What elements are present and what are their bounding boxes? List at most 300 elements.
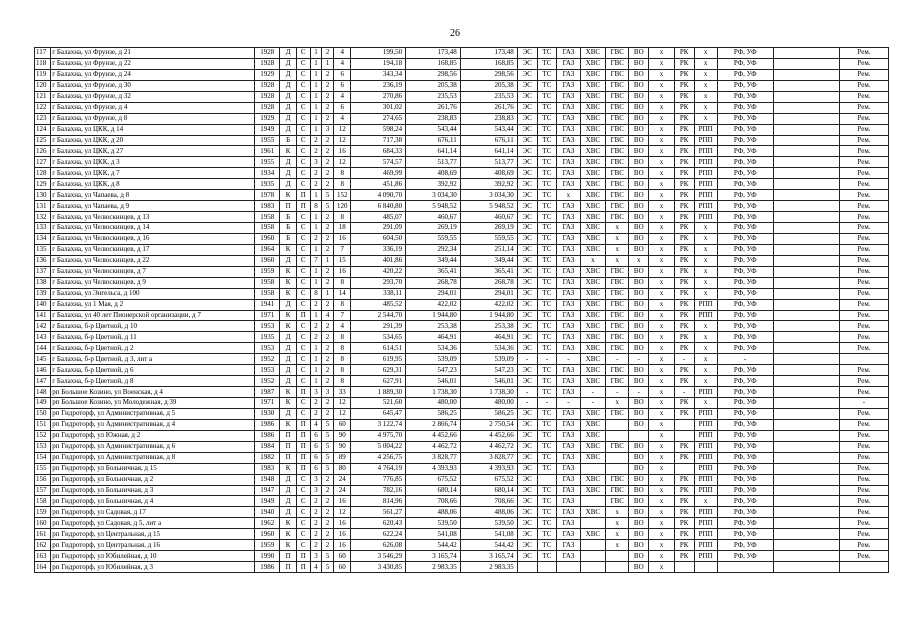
material-cell: Д	[280, 80, 296, 91]
total-area-cell: 274,65	[351, 113, 406, 124]
sewage-cell: ВО	[629, 157, 649, 168]
apartments-cell: 4	[333, 113, 350, 124]
residential-area-cell: 3 828,77	[460, 452, 517, 463]
apartments-cell: 8	[333, 179, 350, 190]
electricity-cell: ЭС	[517, 223, 537, 234]
electricity-cell: ЭС	[517, 452, 537, 463]
electricity-cell: ЭС	[517, 507, 537, 518]
hot-water-cell: ГВС	[606, 485, 629, 496]
residential-area-cell: 294,01	[460, 288, 517, 299]
hot-water-cell: ГВС	[606, 376, 629, 387]
sewage-cell: ВО	[629, 343, 649, 354]
electricity-cell: -	[517, 398, 537, 409]
hot-water-cell	[606, 562, 629, 573]
apartments-cell: 4	[333, 321, 350, 332]
roof-cell: РК	[674, 113, 694, 124]
sections-cell: 1	[310, 354, 322, 365]
repair-cell: Рем.	[839, 146, 888, 157]
blank-cell	[773, 507, 839, 518]
floors-cell: 2	[322, 244, 334, 255]
hot-water-cell: ГВС	[606, 474, 629, 485]
material-cell: Д	[280, 124, 296, 135]
material-cell: П	[280, 562, 296, 573]
living-area-cell: 675,52	[406, 474, 461, 485]
floors-cell: 2	[322, 168, 334, 179]
apartments-cell: 16	[333, 233, 350, 244]
sewage-cell: ВО	[629, 485, 649, 496]
apartments-cell: 16	[333, 266, 350, 277]
type-cell: С	[296, 496, 310, 507]
gas-cell: ГАЗ	[557, 332, 580, 343]
apartments-cell: 7	[333, 310, 350, 321]
electricity-cell: ЭС	[517, 332, 537, 343]
cold-water-cell: ХВС	[580, 332, 606, 343]
facade-cell: РФ, УФ	[717, 463, 773, 474]
heating-cell: ТС	[537, 463, 557, 474]
heating-cell: ТС	[537, 113, 557, 124]
blank-cell	[773, 255, 839, 266]
hot-water-cell: ГВС	[606, 135, 629, 146]
heating-cell	[537, 562, 557, 573]
repair-cell: Рем.	[839, 485, 888, 496]
stove-cell: х	[649, 343, 675, 354]
residential-area-cell: 269,19	[460, 223, 517, 234]
facade-cell: РФ, УФ	[717, 146, 773, 157]
gas-cell: ГАЗ	[557, 310, 580, 321]
residential-area-cell: 1 738,30	[460, 387, 517, 398]
panel-cell: РПП	[694, 299, 717, 310]
residential-area-cell: 1 944,80	[460, 310, 517, 321]
stove-cell: х	[649, 507, 675, 518]
sewage-cell: ВО	[629, 244, 649, 255]
total-area-cell: 291,39	[351, 321, 406, 332]
stove-cell: х	[649, 146, 675, 157]
table-row	[35, 135, 889, 146]
material-cell: Б	[280, 223, 296, 234]
cold-water-cell: ХВС	[580, 91, 606, 102]
electricity-cell: ЭС	[517, 529, 537, 540]
panel-cell: РПП	[694, 179, 717, 190]
living-area-cell: 544,42	[406, 540, 461, 551]
sewage-cell: ВО	[629, 376, 649, 387]
total-area-cell: 469,99	[351, 168, 406, 179]
facade-cell: РФ, УФ	[717, 288, 773, 299]
stove-cell: х	[649, 354, 675, 365]
total-area-cell: 485,52	[351, 299, 406, 310]
apartments-cell: 12	[333, 124, 350, 135]
gas-cell: ГАЗ	[557, 540, 580, 551]
stove-cell: х	[649, 474, 675, 485]
table-row	[35, 343, 889, 354]
cold-water-cell: ХВС	[580, 223, 606, 234]
electricity-cell: ЭС	[517, 157, 537, 168]
type-cell: С	[296, 398, 310, 409]
table-row	[35, 518, 889, 529]
floors-cell: 2	[322, 102, 334, 113]
residential-area-cell: 365,41	[460, 266, 517, 277]
cold-water-cell: ХВС	[580, 168, 606, 179]
living-area-cell: 5 948,52	[406, 201, 461, 212]
facade-cell: РФ, УФ	[717, 343, 773, 354]
row-number-cell: 125	[35, 135, 51, 146]
address-cell: г Балахна, б-р Цветной, д 3, лит а	[51, 354, 255, 365]
row-number-cell: 155	[35, 463, 51, 474]
material-cell: К	[280, 244, 296, 255]
row-number-cell: 159	[35, 507, 51, 518]
floors-cell: 2	[322, 529, 334, 540]
living-area-cell: 294,01	[406, 288, 461, 299]
year-cell: 1958	[254, 277, 280, 288]
floors-cell: 2	[322, 233, 334, 244]
cold-water-cell: ХВС	[580, 135, 606, 146]
sewage-cell: ВО	[629, 190, 649, 201]
table-row	[35, 233, 889, 244]
apartments-cell: 14	[333, 288, 350, 299]
total-area-cell: 619,95	[351, 354, 406, 365]
table-row	[35, 562, 889, 573]
living-area-cell: 708,66	[406, 496, 461, 507]
type-cell: С	[296, 244, 310, 255]
residential-area-cell: 559,55	[460, 233, 517, 244]
panel-cell: х	[694, 277, 717, 288]
address-cell: рп Гидроторф, ул Больничная, д 15	[51, 463, 255, 474]
gas-cell: ГАЗ	[557, 419, 580, 430]
type-cell: С	[296, 157, 310, 168]
floors-cell: 5	[322, 452, 334, 463]
heating-cell: ТС	[537, 441, 557, 452]
hot-water-cell: ГВС	[606, 343, 629, 354]
type-cell: П	[296, 201, 310, 212]
material-cell: К	[280, 321, 296, 332]
facade-cell: РФ, УФ	[717, 91, 773, 102]
roof-cell: РК	[674, 168, 694, 179]
residential-area-cell: 460,67	[460, 212, 517, 223]
hot-water-cell: х	[606, 507, 629, 518]
panel-cell: х	[694, 48, 717, 59]
material-cell: К	[280, 266, 296, 277]
electricity-cell: ЭС	[517, 343, 537, 354]
year-cell: 1960	[254, 255, 280, 266]
address-cell: г Балахна, ул Энгельса, д 100	[51, 288, 255, 299]
facade-cell: РФ, УФ	[717, 80, 773, 91]
material-cell: Д	[280, 507, 296, 518]
electricity-cell: ЭС	[517, 80, 537, 91]
sections-cell: 3	[310, 485, 322, 496]
sections-cell: 4	[310, 562, 322, 573]
total-area-cell: 3 430,85	[351, 562, 406, 573]
material-cell: К	[280, 146, 296, 157]
stove-cell: х	[649, 69, 675, 80]
row-number-cell: 117	[35, 48, 51, 59]
hot-water-cell	[606, 463, 629, 474]
address-cell: г Балахна, ул ЦКК, д 3	[51, 157, 255, 168]
apartments-cell: 120	[333, 201, 350, 212]
material-cell: К	[280, 277, 296, 288]
repair-cell: -	[839, 398, 888, 409]
row-number-cell: 147	[35, 376, 51, 387]
sewage-cell: -	[629, 387, 649, 398]
sewage-cell: ВО	[629, 277, 649, 288]
material-cell: П	[280, 441, 296, 452]
stove-cell: х	[649, 365, 675, 376]
material-cell: Д	[280, 91, 296, 102]
living-area-cell: 4 452,66	[406, 430, 461, 441]
row-number-cell: 142	[35, 321, 51, 332]
floors-cell: 4	[322, 310, 334, 321]
apartments-cell: 33	[333, 387, 350, 398]
stove-cell: х	[649, 540, 675, 551]
facade-cell: РФ, УФ	[717, 255, 773, 266]
total-area-cell: 338,11	[351, 288, 406, 299]
residential-area-cell: 480,00	[460, 398, 517, 409]
heating-cell: ТС	[537, 277, 557, 288]
address-cell: г Балахна, ул Челюскинцев, д 22	[51, 255, 255, 266]
blank-cell	[773, 244, 839, 255]
roof-cell: РК	[674, 223, 694, 234]
sections-cell: 1	[310, 113, 322, 124]
row-number-cell: 154	[35, 452, 51, 463]
address-cell: рп Гидроторф, ул Юбилейная, д 10	[51, 551, 255, 562]
sections-cell: 6	[310, 452, 322, 463]
year-cell: 1959	[254, 266, 280, 277]
sewage-cell	[629, 430, 649, 441]
repair-cell: Рем.	[839, 233, 888, 244]
apartments-cell: 4	[333, 48, 350, 59]
panel-cell: х	[694, 244, 717, 255]
hot-water-cell: ГВС	[606, 496, 629, 507]
total-area-cell: 717,38	[351, 135, 406, 146]
panel-cell: х	[694, 266, 717, 277]
address-cell: г Балахна, ул Фрунзе, д 4	[51, 102, 255, 113]
panel-cell: РПП	[694, 387, 717, 398]
type-cell: С	[296, 332, 310, 343]
stove-cell: х	[649, 496, 675, 507]
address-cell: рп Гидроторф, ул Административная, д 6	[51, 441, 255, 452]
table-row	[35, 332, 889, 343]
blank-cell	[773, 201, 839, 212]
total-area-cell: 236,19	[351, 80, 406, 91]
residential-area-cell: 464,91	[460, 332, 517, 343]
cold-water-cell: ХВС	[580, 529, 606, 540]
gas-cell: ГАЗ	[557, 277, 580, 288]
total-area-cell: 4 256,75	[351, 452, 406, 463]
heating-cell: ТС	[537, 485, 557, 496]
panel-cell: РПП	[694, 157, 717, 168]
total-area-cell: 6 840,80	[351, 201, 406, 212]
roof-cell: РК	[674, 255, 694, 266]
floors-cell: 2	[322, 80, 334, 91]
material-cell: П	[280, 551, 296, 562]
type-cell: С	[296, 288, 310, 299]
type-cell: С	[296, 299, 310, 310]
total-area-cell: 485,07	[351, 212, 406, 223]
year-cell: 1955	[254, 135, 280, 146]
total-area-cell: 420,22	[351, 266, 406, 277]
table-row	[35, 69, 889, 80]
electricity-cell: ЭС	[517, 201, 537, 212]
blank-cell	[773, 223, 839, 234]
sewage-cell: ВО	[629, 124, 649, 135]
gas-cell: ГАЗ	[557, 463, 580, 474]
stove-cell: х	[649, 430, 675, 441]
stove-cell: х	[649, 277, 675, 288]
panel-cell: РПП	[694, 310, 717, 321]
sewage-cell: ВО	[629, 562, 649, 573]
material-cell: К	[280, 398, 296, 409]
apartments-cell: 6	[333, 69, 350, 80]
address-cell: рп Гидроторф, ул Садовая, д 5, лит а	[51, 518, 255, 529]
table-row	[35, 365, 889, 376]
stove-cell: х	[649, 551, 675, 562]
blank-cell	[773, 343, 839, 354]
blank-cell	[773, 69, 839, 80]
sewage-cell: ВО	[629, 507, 649, 518]
repair-cell: Рем.	[839, 91, 888, 102]
sewage-cell: ВО	[629, 179, 649, 190]
year-cell: 1983	[254, 201, 280, 212]
row-number-cell: 122	[35, 102, 51, 113]
hot-water-cell: х	[606, 255, 629, 266]
apartments-cell: 6	[333, 102, 350, 113]
address-cell: г Балахна, ул Фрунзе, д 21	[51, 48, 255, 59]
apartments-cell: 89	[333, 452, 350, 463]
stove-cell: х	[649, 398, 675, 409]
sections-cell: 2	[310, 398, 322, 409]
heating-cell: ТС	[537, 212, 557, 223]
sewage-cell: ВО	[629, 551, 649, 562]
facade-cell: РФ, УФ	[717, 48, 773, 59]
repair-cell: Рем.	[839, 190, 888, 201]
floors-cell: 2	[322, 408, 334, 419]
floors-cell: 2	[322, 277, 334, 288]
gas-cell: ГАЗ	[557, 288, 580, 299]
address-cell: г Балахна, ул Челюскинцев, д 7	[51, 266, 255, 277]
repair-cell: Рем.	[839, 430, 888, 441]
heating-cell: ТС	[537, 540, 557, 551]
type-cell: С	[296, 255, 310, 266]
gas-cell: -	[557, 354, 580, 365]
material-cell: Д	[280, 179, 296, 190]
floors-cell: 1	[322, 58, 334, 69]
cold-water-cell: ХВС	[580, 408, 606, 419]
sections-cell: 1	[310, 212, 322, 223]
residential-area-cell: 488,06	[460, 507, 517, 518]
residential-area-cell: 539,50	[460, 518, 517, 529]
total-area-cell: 4 090,70	[351, 190, 406, 201]
residential-area-cell: 298,56	[460, 69, 517, 80]
blank-cell	[773, 288, 839, 299]
type-cell: С	[296, 233, 310, 244]
sections-cell: 2	[310, 507, 322, 518]
floors-cell: 2	[322, 223, 334, 234]
type-cell: П	[296, 190, 310, 201]
residential-area-cell: 5 948,52	[460, 201, 517, 212]
facade-cell: РФ, УФ	[717, 102, 773, 113]
blank-cell	[773, 419, 839, 430]
repair-cell: Рем.	[839, 58, 888, 69]
repair-cell: Рем.	[839, 343, 888, 354]
floors-cell: 2	[322, 474, 334, 485]
table-row	[35, 58, 889, 69]
table-row	[35, 474, 889, 485]
blank-cell	[773, 179, 839, 190]
apartments-cell: 60	[333, 551, 350, 562]
blank-cell	[773, 277, 839, 288]
stove-cell: х	[649, 266, 675, 277]
sewage-cell: ВО	[629, 299, 649, 310]
residential-area-cell: 261,76	[460, 102, 517, 113]
repair-cell: Рем.	[839, 113, 888, 124]
sewage-cell: ВО	[629, 168, 649, 179]
sewage-cell: ВО	[629, 365, 649, 376]
type-cell: С	[296, 179, 310, 190]
blank-cell	[773, 452, 839, 463]
floors-cell: 2	[322, 135, 334, 146]
row-number-cell: 123	[35, 113, 51, 124]
year-cell: 1941	[254, 299, 280, 310]
living-area-cell: 392,92	[406, 179, 461, 190]
type-cell: С	[296, 343, 310, 354]
facade-cell: РФ, УФ	[717, 321, 773, 332]
heating-cell: ТС	[537, 365, 557, 376]
sewage-cell: ВО	[629, 91, 649, 102]
electricity-cell: ЭС	[517, 463, 537, 474]
gas-cell: ГАЗ	[557, 102, 580, 113]
table-row	[35, 387, 889, 398]
panel-cell: РПП	[694, 212, 717, 223]
repair-cell	[839, 354, 888, 365]
table-row	[35, 430, 889, 441]
hot-water-cell: х	[606, 518, 629, 529]
address-cell: г Балахна, ул Фрунзе, д 32	[51, 91, 255, 102]
stove-cell: х	[649, 113, 675, 124]
material-cell: К	[280, 463, 296, 474]
gas-cell: ГАЗ	[557, 255, 580, 266]
electricity-cell: ЭС	[517, 255, 537, 266]
living-area-cell: 539,09	[406, 354, 461, 365]
blank-cell	[773, 168, 839, 179]
year-cell: 1960	[254, 529, 280, 540]
cold-water-cell: ХВС	[580, 58, 606, 69]
living-area-cell: 539,50	[406, 518, 461, 529]
cold-water-cell: ХВС	[580, 80, 606, 91]
gas-cell: ГАЗ	[557, 408, 580, 419]
facade-cell: РФ, УФ	[717, 408, 773, 419]
facade-cell: РФ, УФ	[717, 485, 773, 496]
residential-area-cell: 408,69	[460, 168, 517, 179]
cold-water-cell: ХВС	[580, 430, 606, 441]
hot-water-cell: ГВС	[606, 332, 629, 343]
type-cell: П	[296, 463, 310, 474]
electricity-cell: ЭС	[517, 58, 537, 69]
gas-cell: ГАЗ	[557, 321, 580, 332]
sections-cell: 6	[310, 463, 322, 474]
page-number: 26	[450, 28, 460, 39]
type-cell: С	[296, 69, 310, 80]
year-cell: 1934	[254, 168, 280, 179]
stove-cell: х	[649, 58, 675, 69]
living-area-cell: 269,19	[406, 223, 461, 234]
roof-cell: РК	[674, 69, 694, 80]
sections-cell: 2	[310, 321, 322, 332]
blank-cell	[773, 124, 839, 135]
living-area-cell: 408,69	[406, 168, 461, 179]
material-cell: Д	[280, 485, 296, 496]
gas-cell: ГАЗ	[557, 157, 580, 168]
floors-cell: 2	[322, 485, 334, 496]
sewage-cell: ВО	[629, 48, 649, 59]
type-cell: С	[296, 540, 310, 551]
